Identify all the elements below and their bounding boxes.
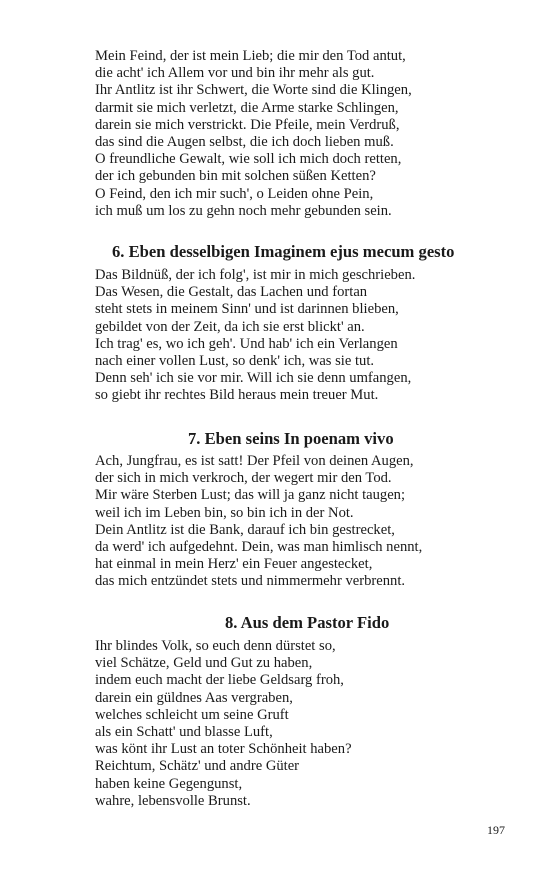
verse-line: O freundliche Gewalt, wie soll ich mich doch retten, [95,151,402,168]
poem-stanza-7 [95,453,422,591]
verse-line: Ich trag' es, wo ich geh'. Und hab' ich ein Verlangen [95,335,398,352]
verse-line: so giebt ihr rechtes Bild heraus mein treuer Mut. [95,387,379,404]
verse-line: O Feind, den ich mir such', o Leiden ohne Pein, [95,185,374,202]
verse-line: hat einmal in mein Herz' ein Feuer angestecket, [95,556,373,573]
poem-stanza-8 [95,638,352,810]
verse-line: weil ich im Leben bin, so bin ich in der Not. [95,504,354,521]
verse-line: als ein Schatt' und blasse Luft, [95,724,273,741]
verse-line: Ihr Antlitz ist ihr Schwert, die Worte sind die Klingen, [95,82,412,99]
verse-line: der ich gebunden bin mit solchen süßen Ketten? [95,168,376,185]
verse-line: Das Wesen, die Gestalt, das Lachen und fortan [95,284,368,301]
verse-line: darein ein güldnes Aas vergraben, [95,689,293,706]
verse-line: der sich in mich verkroch, der wegert mir den Tod. [95,470,392,487]
verse-line: Denn seh' ich sie vor mir. Will ich sie denn umfangen, [95,370,412,387]
verse-line: Ihr blindes Volk, so euch denn dürstet so, [95,638,336,654]
verse-line: Mein Feind, der ist mein Lieb; die mir den Tod antut, [95,48,406,64]
verse-line: darein sie mich verstrickt. Die Pfeile, mein Verdruß, [95,116,400,133]
verse-line: ich muß um los zu gehn noch mehr gebunden sein. [95,202,392,219]
verse-line: haben keine Gegengunst, [95,775,243,792]
verse-line: viel Schätze, Geld und Gut zu haben, [95,655,313,672]
verse-line: Reichtum, Schätz' und andre Güter [95,758,300,775]
verse-line: indem euch macht der liebe Geldsarg froh, [95,672,344,689]
verse-line: welches schleicht um seine Gruft [95,706,289,723]
verse-line: das sind die Augen selbst, die ich doch lieben muß. [95,134,394,151]
verse-line: das mich entzündet stets und nimmermehr verbrennt. [95,573,406,590]
verse-line: was könt ihr Lust an toter Schönheit haben? [95,741,352,758]
verse-line: nach einer vollen Lust, so denk' ich, was sie tut. [95,353,375,370]
poem-stanza-1 [95,48,412,220]
verse-line: Mir wäre Sterben Lust; das will ja ganz nicht taugen; [95,487,406,504]
verse-line: steht stets in meinem Sinn' und ist darinnen blieben, [95,301,399,318]
poem-heading-8: 8. Aus dem Pastor Fido [225,613,390,632]
verse-line: gebildet von der Zeit, da ich sie erst blickt' an. [95,318,365,335]
verse-line: Das Bildnüß, der ich folg', ist mir in mich geschrieben. [95,267,416,283]
verse-line: Ach, Jungfrau, es ist satt! Der Pfeil von deinen Augen, [95,453,414,469]
poem-heading-6: 6. Eben desselbigen Imaginem ejus mecum gesto [112,242,455,261]
verse-line: die acht' ich Allem vor und bin ihr mehr als gut. [95,65,375,82]
verse-line: wahre, lebensvolle Brunst. [95,792,251,809]
verse-line: da werd' ich aufgedehnt. Dein, was man himlisch nennt, [95,539,423,556]
verse-line: darmit sie mich verletzt, die Arme starke Schlingen, [95,99,399,116]
poem-stanza-6 [95,267,415,405]
page-number: 197 [487,823,505,837]
verse-line: Dein Antlitz ist die Bank, darauf ich bin gestrecket, [95,521,395,538]
poem-heading-7: 7. Eben seins In poenam vivo [188,429,394,448]
